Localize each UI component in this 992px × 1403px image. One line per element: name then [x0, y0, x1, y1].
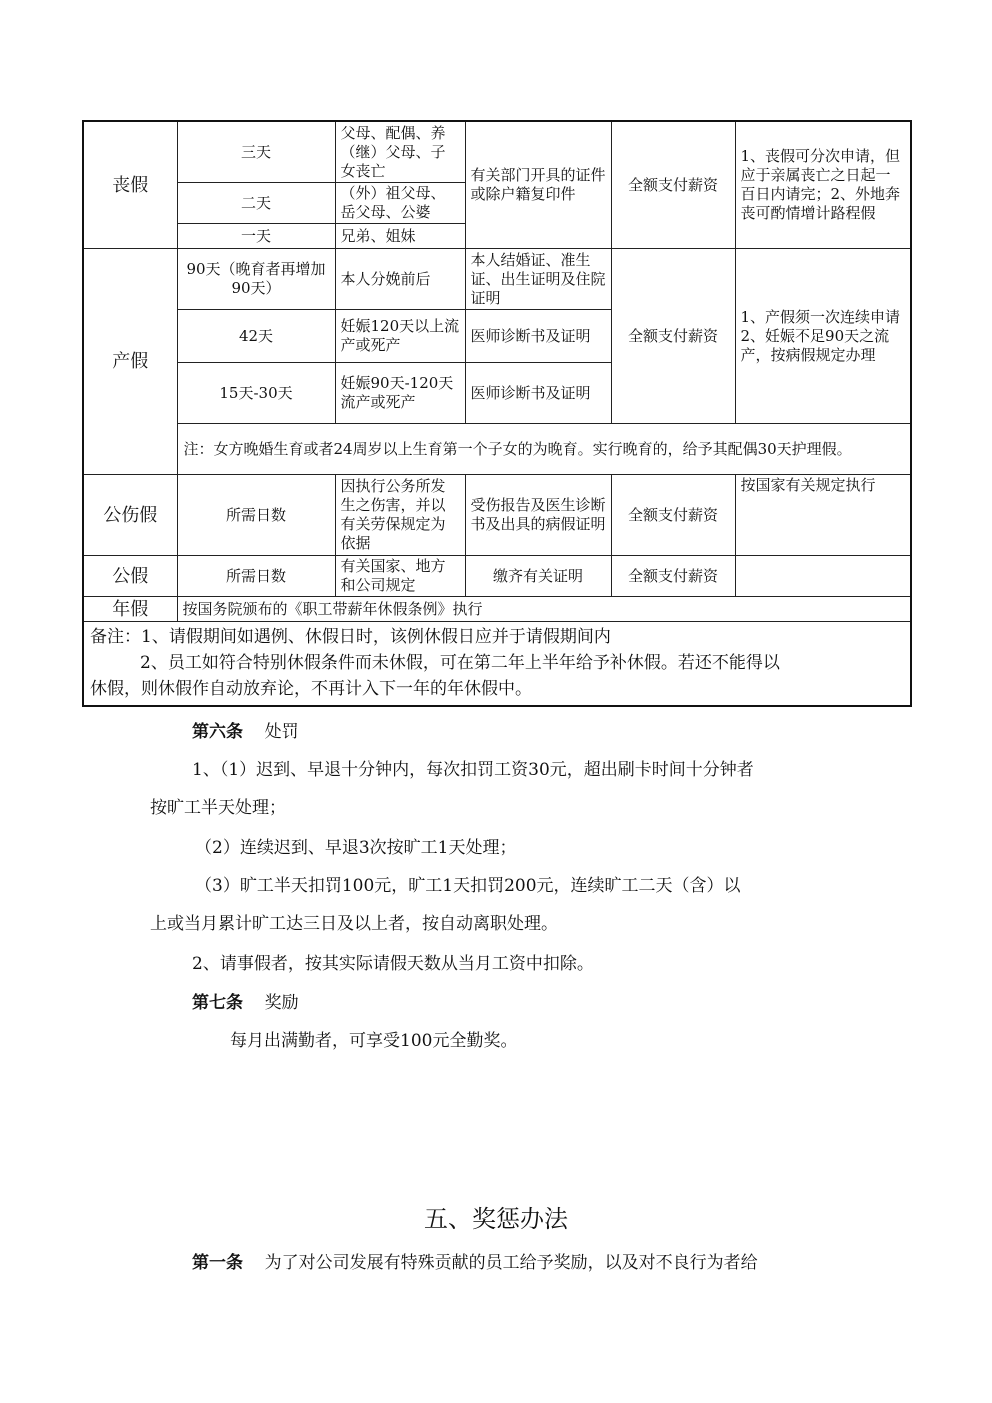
section-title: 五、奖惩办法 [424, 1205, 568, 1233]
section5-article1-line [192, 1251, 758, 1275]
remark-cell: 1、丧假可分次申请，但应于亲属丧亡之日起一百日内请完；2、外地奔丧可酌情增计路程假 [735, 121, 911, 249]
table-row [83, 121, 911, 183]
leave-type-maternity: 产假 [83, 249, 177, 475]
remark-line-2: 2、员工如符合特别休假条件而未休假，可在第二年上半年给予补休假。若还不能得以 [140, 653, 780, 673]
proof-cell: 缴齐有关证明 [465, 556, 611, 597]
leave-type-annual: 年假 [83, 597, 177, 622]
days-cell: 90天（晚育者再增加90天） [177, 249, 335, 310]
table-row [83, 475, 911, 556]
condition-cell: （外）祖父母、岳父母、公婆 [335, 183, 465, 224]
pay-cell: 全额支付薪资 [611, 249, 735, 424]
annual-leave-rule: 按国务院颁布的《职工带薪年休假条例》执行 [177, 597, 911, 622]
proof-cell: 受伤报告及医生诊断书及出具的病假证明 [465, 475, 611, 556]
condition-cell: 本人分娩前后 [335, 249, 465, 310]
proof-cell: 本人结婚证、准生证、出生证明及住院证明 [465, 249, 611, 310]
section5-article1-text: 为了对公司发展有特殊贡献的员工给予奖励，以及对不良行为者给 [264, 1253, 758, 1273]
section5-article1-heading: 第一条 [192, 1253, 243, 1273]
article6-heading: 第六条 [192, 722, 243, 742]
table-row [83, 622, 911, 707]
days-cell: 所需日数 [177, 475, 335, 556]
leave-policy-table [82, 120, 912, 707]
days-cell: 二天 [177, 183, 335, 224]
table-row [83, 597, 911, 622]
remark-cell: 1、产假须一次连续申请 2、妊娠不足90天之流产，按病假规定办理 [735, 249, 911, 424]
article6-heading-line [192, 720, 299, 744]
pay-cell: 全额支付薪资 [611, 475, 735, 556]
proof-cell: 有关部门开具的证件或除户籍复印件 [465, 121, 611, 249]
table-row [83, 556, 911, 597]
leave-type-public: 公假 [83, 556, 177, 597]
proof-cell: 医师诊断书及证明 [465, 310, 611, 363]
table-row [83, 424, 911, 475]
days-cell: 三天 [177, 121, 335, 183]
remark-cell: 按国家有关规定执行 [735, 475, 911, 556]
days-cell: 42天 [177, 310, 335, 363]
article6-title: 处罚 [264, 722, 299, 742]
remarks-cell [83, 622, 911, 707]
article7-p1: 每月出满勤者，可享受100元全勤奖。 [230, 1031, 518, 1051]
condition-cell: 兄弟、姐妹 [335, 224, 465, 249]
condition-cell: 因执行公务所发生之伤害，并以有关劳保规定为依据 [335, 475, 465, 556]
article7-heading: 第七条 [192, 993, 243, 1013]
pay-cell: 全额支付薪资 [611, 556, 735, 597]
article7-heading-line [192, 991, 299, 1015]
days-cell: 所需日数 [177, 556, 335, 597]
proof-cell: 医师诊断书及证明 [465, 363, 611, 424]
leave-type-injury: 公伤假 [83, 475, 177, 556]
article6-p4: 2、请事假者，按其实际请假天数从当月工资中扣除。 [192, 954, 594, 974]
article6-p3a: （3）旷工半天扣罚100元，旷工1天扣罚200元，连续旷工二天（含）以 [195, 876, 741, 896]
article6-p2: （2）连续迟到、早退3次按旷工1天处理； [195, 838, 517, 858]
table-row [83, 249, 911, 310]
remark-cell [735, 556, 911, 597]
days-cell: 一天 [177, 224, 335, 249]
condition-cell: 妊娠90天-120天流产或死产 [335, 363, 465, 424]
days-cell: 15天-30天 [177, 363, 335, 424]
condition-cell: 父母、配偶、养（继）父母、子女丧亡 [335, 121, 465, 183]
article6-p1a: 1、（1）迟到、早退十分钟内，每次扣罚工资30元，超出刷卡时间十分钟者 [192, 760, 754, 780]
maternity-note: 注：女方晚婚生育或者24周岁以上生育第一个子女的为晚育。实行晚育的，给予其配偶30天护理假。 [177, 424, 911, 475]
condition-cell: 妊娠120天以上流产或死产 [335, 310, 465, 363]
remark-line-3: 休假，则休假作自动放弃论，不再计入下一年的年休假中。 [90, 679, 532, 699]
pay-cell: 全额支付薪资 [611, 121, 735, 249]
condition-cell: 有关国家、地方和公司规定 [335, 556, 465, 597]
leave-type-bereavement: 丧假 [83, 121, 177, 249]
article7-title: 奖励 [264, 993, 299, 1013]
article6-p3b: 上或当月累计旷工达三日及以上者，按自动离职处理。 [150, 914, 558, 934]
article6-p1b: 按旷工半天处理； [150, 798, 286, 818]
remark-line-1: 备注：1、请假期间如遇例、休假日时，该例休假日应并于请假期间内 [90, 627, 611, 647]
